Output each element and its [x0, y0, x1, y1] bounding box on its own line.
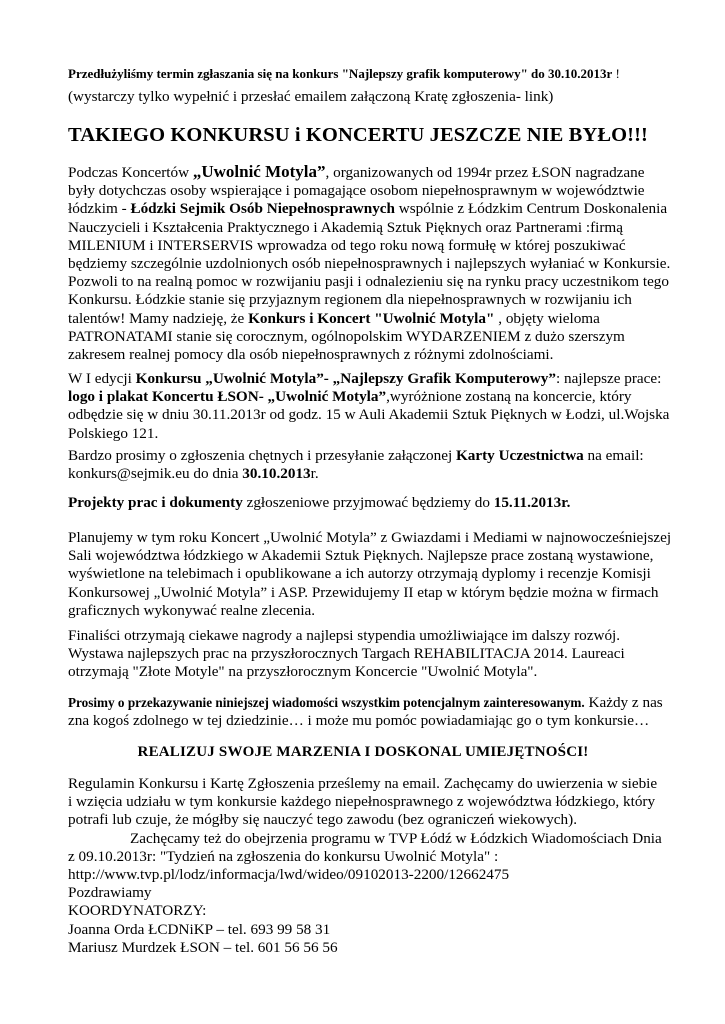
text: zgłoszeniowe przyjmować będziemy do [242, 494, 494, 511]
slogan: REALIZUJ SWOJE MARZENIA I DOSKONAL UMIEJĘTNOŚCI! [137, 744, 589, 760]
text-line: były dotychczas osoby wspierające i pomagające osobom niepełnosprawnym w województwie [68, 182, 645, 200]
text: Każdy z nas [584, 694, 663, 711]
text-line: Nauczycieli i Kształcenia Praktycznego i Akademią Sztuk Pięknych oraz Partnerami :firmą [68, 218, 623, 236]
text: r. [310, 465, 319, 483]
text-line: Planujemy w tym roku Koncert „Uwolnić Motyla” z Gwiazdami i Mediami w najnowocześniejszej [68, 529, 672, 546]
text-line: Wystawa najlepszych prac na przyszłorocznych Targach REHABILITACJA 2014. Laureaci [68, 645, 625, 663]
text-line: potrafi lub czuje, że mógłby się nauczyć tego zawodu (bez ograniczeń wiekowych). [68, 811, 577, 829]
prize-works: logo i plakat Koncertu ŁSON- „Uwolnić Motyla” [68, 388, 387, 406]
organization-name: Łódzki Sejmik Osób Niepełnosprawnych [130, 200, 395, 218]
share-request-paragraph [68, 694, 668, 730]
deadline-notice-bold: Przedłużyliśmy termin zgłaszania się na konkurs "Najlepszy grafik komputerowy" do 30.10.2013r [68, 66, 613, 81]
notice-instructions: (wystarczy tylko wypełnić i przesłać emailem załączoną Kratę zgłoszenia- link) [68, 88, 554, 105]
tvp-video-link[interactable]: http://www.tvp.pl/lodz/informacja/lwd/wideo/09102013-2200/12662475 [68, 866, 510, 884]
event-name: „Uwolnić Motyla” [192, 162, 326, 181]
contest-name: Konkurs i Koncert "Uwolnić Motyla" [248, 309, 495, 327]
text: wspólnie z Łódzkim Centrum Doskonalenia [395, 200, 668, 218]
text-line: graficznych wykonywać realne zlecenia. [68, 601, 316, 619]
text: , organizowanych od 1994r przez ŁSON nagradzane [325, 164, 645, 181]
text-line: MILENIUM i INTERSERVIS wprowadza od tego roku nową formułę w której poszukiwać [68, 236, 626, 254]
text-line: będziemy szczególnie uzdolnionych osób niepełnosprawnych i najlepszych wyłaniać w Konkursie. [68, 255, 671, 273]
registration-paragraph [68, 447, 668, 483]
page-headline: TAKIEGO KONKURSU i KONCERTU JESZCZE NIE BYŁO!!! [68, 124, 648, 146]
share-request-bold: Prosimy o przekazywanie niniejszej wiadomości wszystkim potencjalnym zainteresowanym. [68, 695, 585, 710]
coordinators-label: KOORDYNATORZY: [68, 902, 207, 920]
text-line: i wzięcia udziału w tym konkursie każdego niepełnosprawnego z województwa łódzkiego, który [68, 793, 656, 811]
deadline-date: 30.10.2013 [242, 465, 311, 483]
text: W I edycji [68, 370, 136, 387]
text-line: wyświetlone na telebimach i opublikowane a ich autorzy otrzymają dyplomy i recenzje Komisji [68, 565, 651, 583]
text-bold: Projekty prac i dokumenty [68, 494, 243, 511]
intro-paragraph [68, 162, 671, 364]
first-edition-paragraph [68, 370, 668, 443]
text-line: Finaliści otrzymają ciekawe nagrody a najlepsi stypendia umożliwiające im dalszy rozwój. [68, 627, 621, 644]
text: Bardzo prosimy o zgłoszenia chętnych i przesyłanie załączonej [68, 447, 456, 464]
text-line: Zachęcamy też do obejrzenia programu w TVP Łódź w Łódzkich Wiadomościach Dnia [130, 829, 662, 847]
text-line: odbędzie się w dniu 30.11.2013r od godz. 15 w Auli Akademii Sztuk Pięknych w Łodzi, ul.Wojska [68, 406, 670, 424]
coordinator-contact: Mariusz Murdzek ŁSON – tel. 601 56 56 56 [68, 938, 338, 956]
contact-email: konkurs@sejmik.eu do dnia [68, 465, 243, 483]
participation-card: Karty Uczestnictwa [455, 447, 584, 464]
text: łódzkim - [68, 200, 131, 218]
text-line: otrzymają "Złote Motyle" na przyszłorocznym Koncercie "Uwolnić Motyla". [68, 663, 538, 681]
deadline-notice [68, 66, 668, 82]
text-line: Konkursu. Łódzkie stanie się przyjaznym regionem dla niepełnosprawnych w rozwijaniu ich [68, 291, 632, 309]
text-line: Regulamin Konkursu i Kartę Zgłoszenia prześlemy na email. Zachęcamy do uwierzenia w siebie [68, 775, 658, 792]
contest-title: Konkursu „Uwolnić Motyla”- „Najlepszy Grafik Komputerowy” [135, 370, 556, 387]
closing-paragraph [68, 775, 668, 957]
text-line: z 09.10.2013r: "Tydzień na zgłoszenia do konkursu Uwolnić Motyla" : [68, 847, 499, 865]
text-line: Sali województwa łódzkiego w Akademii Sztuk Pięknych. Najlepsze prace zostaną wystawione, [68, 547, 654, 565]
text: Podczas Koncertów [68, 164, 193, 181]
text-line: Konkursowej „Uwolnić Motyla” i ASP. Przewidujemy II etap w którym będzie można w firmach [68, 583, 659, 601]
submission-date: 15.11.2013r. [493, 494, 571, 511]
text: : najlepsze prace: [555, 370, 662, 387]
submission-deadline [68, 494, 668, 512]
text-line: Polskiego 121. [68, 424, 159, 442]
text-line: zakresem realnej pomocy dla osób niepełnosprawnych z różnymi zdolnościami. [68, 346, 554, 364]
text: , objęty wieloma [494, 309, 600, 327]
text: talentów! Mamy nadzieję, że [68, 309, 249, 327]
text-line: zna kogoś zdolnego w tej dziedzinie… i może mu pomóc powiadamiając go o tym konkursie… [68, 712, 650, 730]
text: na email: [583, 447, 644, 464]
prizes-paragraph [68, 627, 668, 682]
coordinator-contact: Joanna Orda ŁCDNiKP – tel. 693 99 58 31 [68, 920, 331, 938]
text-line: Pozwoli to na realną pomoc w rozwijaniu pasji i odnalezieniu się na rynku pracy uczestnikom tego [68, 273, 669, 291]
concert-plan-paragraph [68, 529, 672, 620]
deadline-notice-tail: ! [612, 66, 620, 81]
text: ,wyróżnione zostaną na koncercie, który [386, 388, 632, 406]
text-line: PATRONATAMI stanie się corocznym, ogólnopolskim WYDARZENIEM z dużo szerszym [68, 327, 625, 345]
greeting: Pozdrawiamy [68, 884, 152, 902]
